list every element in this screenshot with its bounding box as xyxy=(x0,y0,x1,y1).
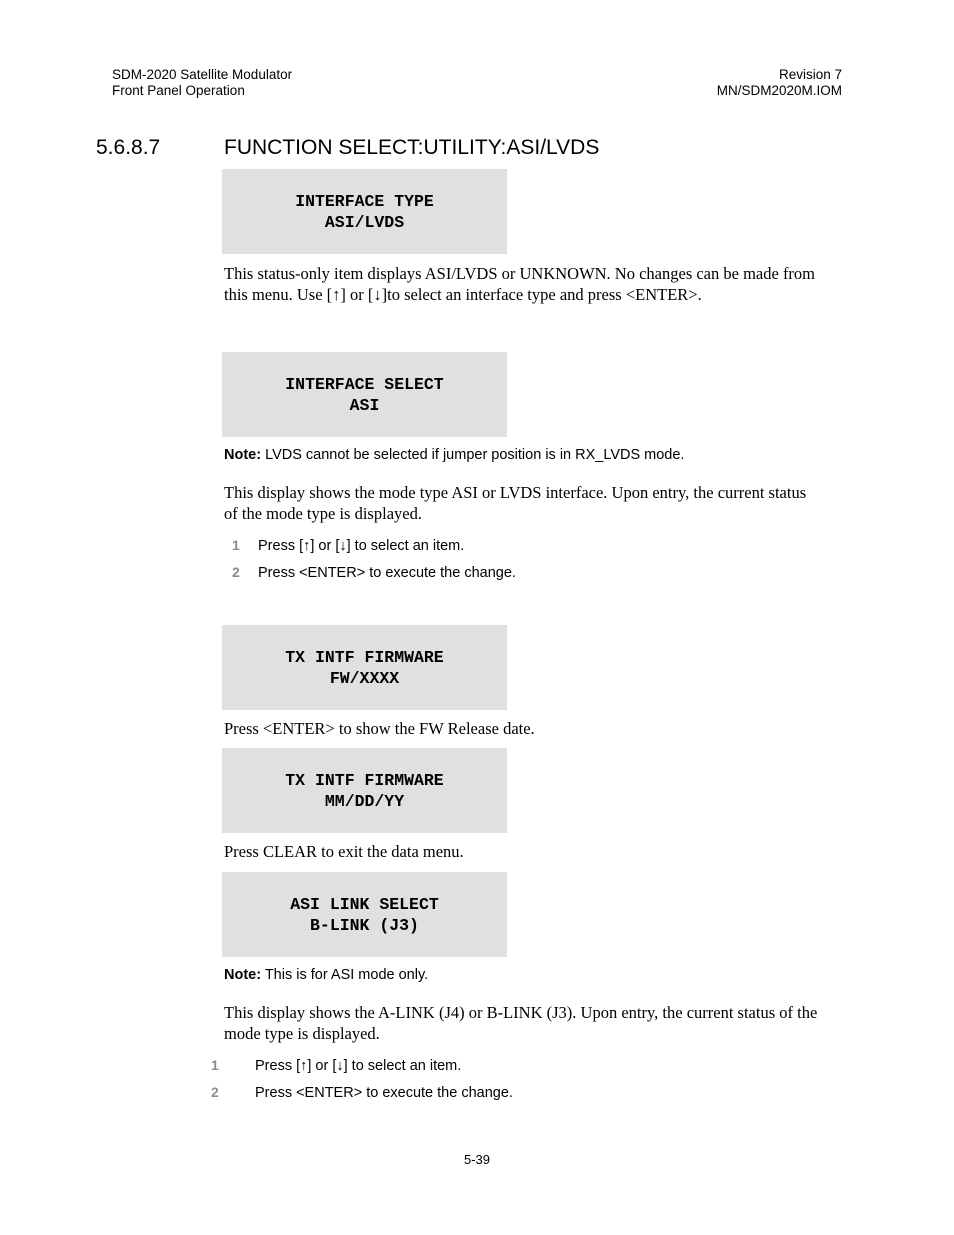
step-text: Press [↑] or [↓] to select an item. xyxy=(258,538,465,554)
lcd-line-2: ASI/LVDS xyxy=(324,212,405,232)
lcd-display-interface-type xyxy=(222,169,507,254)
lcd-line-2: MM/DD/YY xyxy=(324,791,405,811)
paragraph-interface-select xyxy=(224,483,806,524)
note-label: Note: xyxy=(224,967,262,983)
doc-revision: Revision 7 xyxy=(778,67,842,82)
text-line: mode type is displayed. xyxy=(224,1023,380,1043)
text-line: This display shows the mode type ASI or LVDS interface. Upon entry, the current status xyxy=(224,483,807,502)
lcd-display-interface-select xyxy=(222,352,507,437)
lcd-line-1: INTERFACE TYPE xyxy=(295,191,434,211)
step-number: 2 xyxy=(211,1084,219,1100)
paragraph-fw-release: Press <ENTER> to show the FW Release date. xyxy=(224,719,535,738)
lcd-line-1: TX INTF FIRMWARE xyxy=(285,647,444,667)
step-text: Press <ENTER> to execute the change. xyxy=(258,565,516,581)
text-line: This status-only item displays ASI/LVDS or UNKNOWN. No changes can be made from xyxy=(224,264,816,283)
step-text: Press <ENTER> to execute the change. xyxy=(255,1085,513,1101)
step-number: 1 xyxy=(211,1057,219,1073)
lcd-line-1: TX INTF FIRMWARE xyxy=(285,770,444,790)
note-text: This is for ASI mode only. xyxy=(261,967,429,983)
text-line: of the mode type is displayed. xyxy=(224,503,422,523)
section-number: 5.6.8.7 xyxy=(96,136,161,159)
paragraph-asi-link xyxy=(224,1003,817,1044)
lcd-display-tx-intf-firmware xyxy=(222,625,507,710)
header-right xyxy=(717,67,842,99)
lcd-display-tx-intf-firmware-date xyxy=(222,748,507,833)
step-text: Press [↑] or [↓] to select an item. xyxy=(255,1058,462,1074)
page-number: 5-39 xyxy=(463,1152,491,1167)
lcd-line-2: FW/XXXX xyxy=(329,668,400,688)
note-lvds xyxy=(224,446,684,464)
lcd-line-1: INTERFACE SELECT xyxy=(285,374,444,394)
note-asi-mode xyxy=(224,966,428,984)
step-number: 1 xyxy=(232,537,240,553)
lcd-line-1: ASI LINK SELECT xyxy=(290,894,439,914)
paragraph-interface-type xyxy=(224,264,815,305)
lcd-line-2: ASI xyxy=(349,395,380,415)
header-left xyxy=(112,67,292,99)
text-line: this menu. Use [↑] or [↓]to select an interface type and press <ENTER>. xyxy=(224,284,702,304)
doc-chapter: Front Panel Operation xyxy=(112,83,245,98)
note-label: Note: xyxy=(224,447,262,463)
section-title: FUNCTION SELECT:UTILITY:ASI/LVDS xyxy=(224,136,600,159)
doc-number: MN/SDM2020M.IOM xyxy=(716,83,842,98)
doc-title: SDM-2020 Satellite Modulator xyxy=(112,67,293,82)
lcd-line-2: B-LINK (J3) xyxy=(310,915,419,935)
note-text: LVDS cannot be selected if jumper position is in RX_LVDS mode. xyxy=(261,447,685,463)
step-number: 2 xyxy=(232,564,240,580)
text-line: This display shows the A-LINK (J4) or B-LINK (J3). Upon entry, the current status of the xyxy=(224,1003,818,1022)
paragraph-clear: Press CLEAR to exit the data menu. xyxy=(224,842,464,861)
lcd-display-asi-link-select xyxy=(222,872,507,957)
